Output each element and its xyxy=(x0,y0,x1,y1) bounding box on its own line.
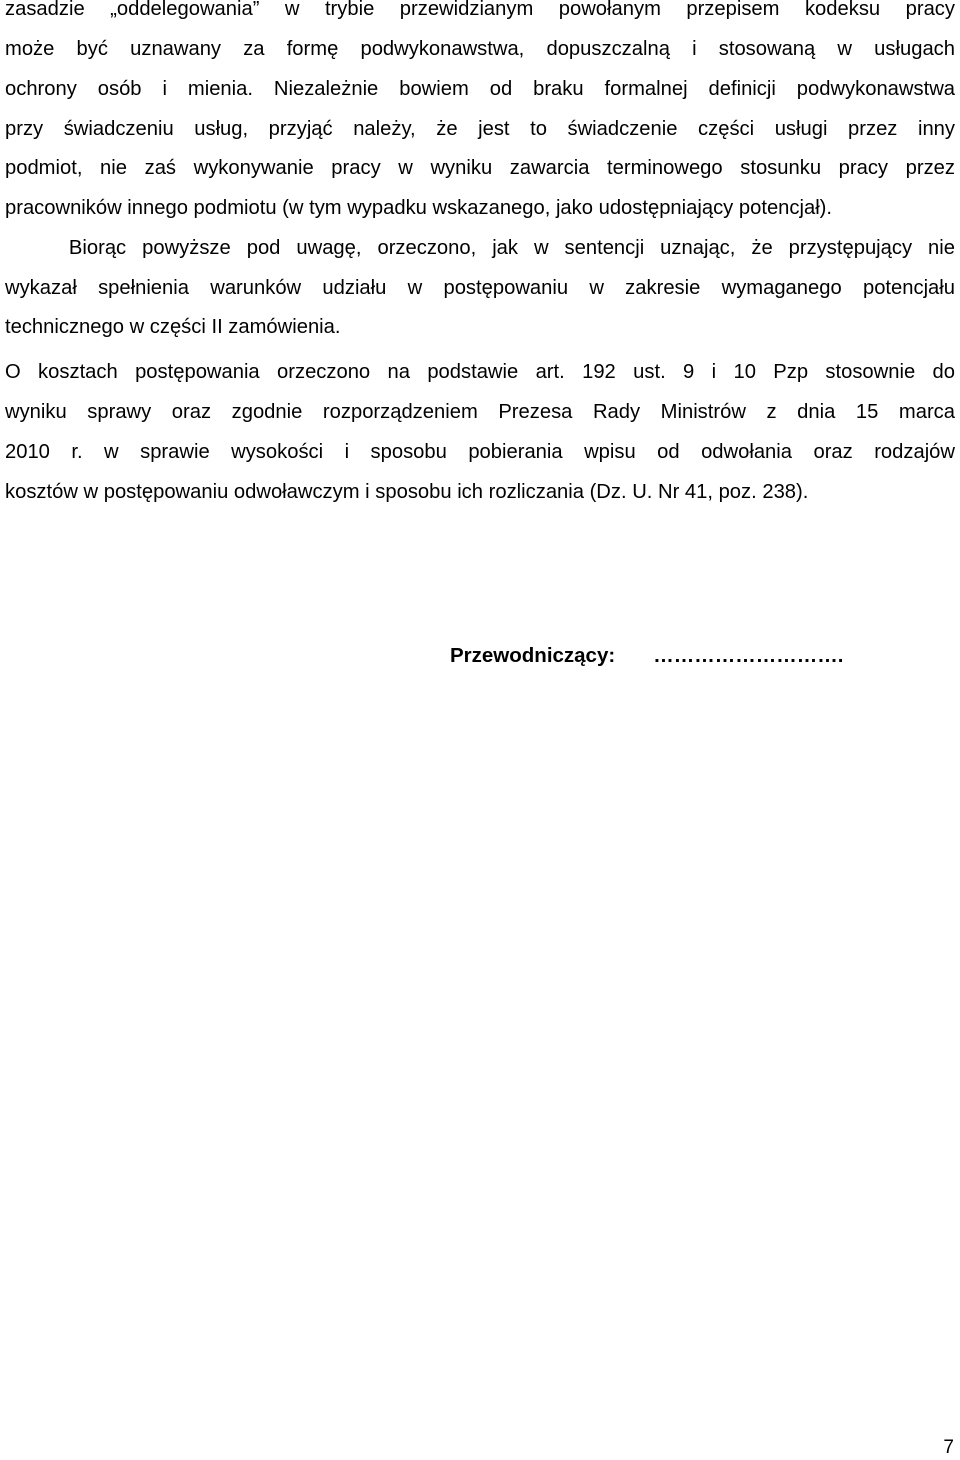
paragraph-line: zasadzie „oddelegowania” w trybie przewidzianym powołanym przepisem kodeksu pracy xyxy=(5,0,955,20)
paragraph-line: technicznego w części II zamówienia. xyxy=(5,316,341,338)
signature-line: ………………………. xyxy=(653,644,844,667)
paragraph-line: O kosztach postępowania orzeczono na podstawie art. 192 ust. 9 i 10 Pzp stosownie do xyxy=(5,361,955,383)
paragraph-line: wykazał spełnienia warunków udziału w postępowaniu w zakresie wymaganego potencjału xyxy=(5,277,955,299)
signature-label: Przewodniczący: xyxy=(450,644,616,667)
paragraph-line: może być uznawany za formę podwykonawstwa, dopuszczalną i stosowaną w usługach xyxy=(5,38,955,60)
paragraph-line: wyniku sprawy oraz zgodnie rozporządzeniem Prezesa Rady Ministrów z dnia 15 marca xyxy=(5,401,955,423)
signature-block xyxy=(450,642,843,670)
paragraph-line: Biorąc powyższe pod uwagę, orzeczono, jak w sentencji uznając, że przystępujący nie xyxy=(5,237,955,259)
paragraph-line: przy świadczeniu usług, przyjąć należy, że jest to świadczenie części usługi przez inny xyxy=(5,118,955,140)
paragraph-line: 2010 r. w sprawie wysokości i sposobu pobierania wpisu od odwołania oraz rodzajów xyxy=(5,441,955,463)
paragraph-line: kosztów w postępowaniu odwoławczym i sposobu ich rozliczania (Dz. U. Nr 41, poz. 238). xyxy=(5,481,809,503)
paragraph-line: ochrony osób i mienia. Niezależnie bowiem od braku formalnej definicji podwykonawstwa xyxy=(5,78,955,100)
paragraph-line: podmiot, nie zaś wykonywanie pracy w wyniku zawarcia terminowego stosunku pracy przez xyxy=(5,157,955,179)
paragraph-line: pracowników innego podmiotu (w tym wypadku wskazanego, jako udostępniający potencjał). xyxy=(5,197,833,219)
page-number: 7 xyxy=(943,1437,954,1458)
